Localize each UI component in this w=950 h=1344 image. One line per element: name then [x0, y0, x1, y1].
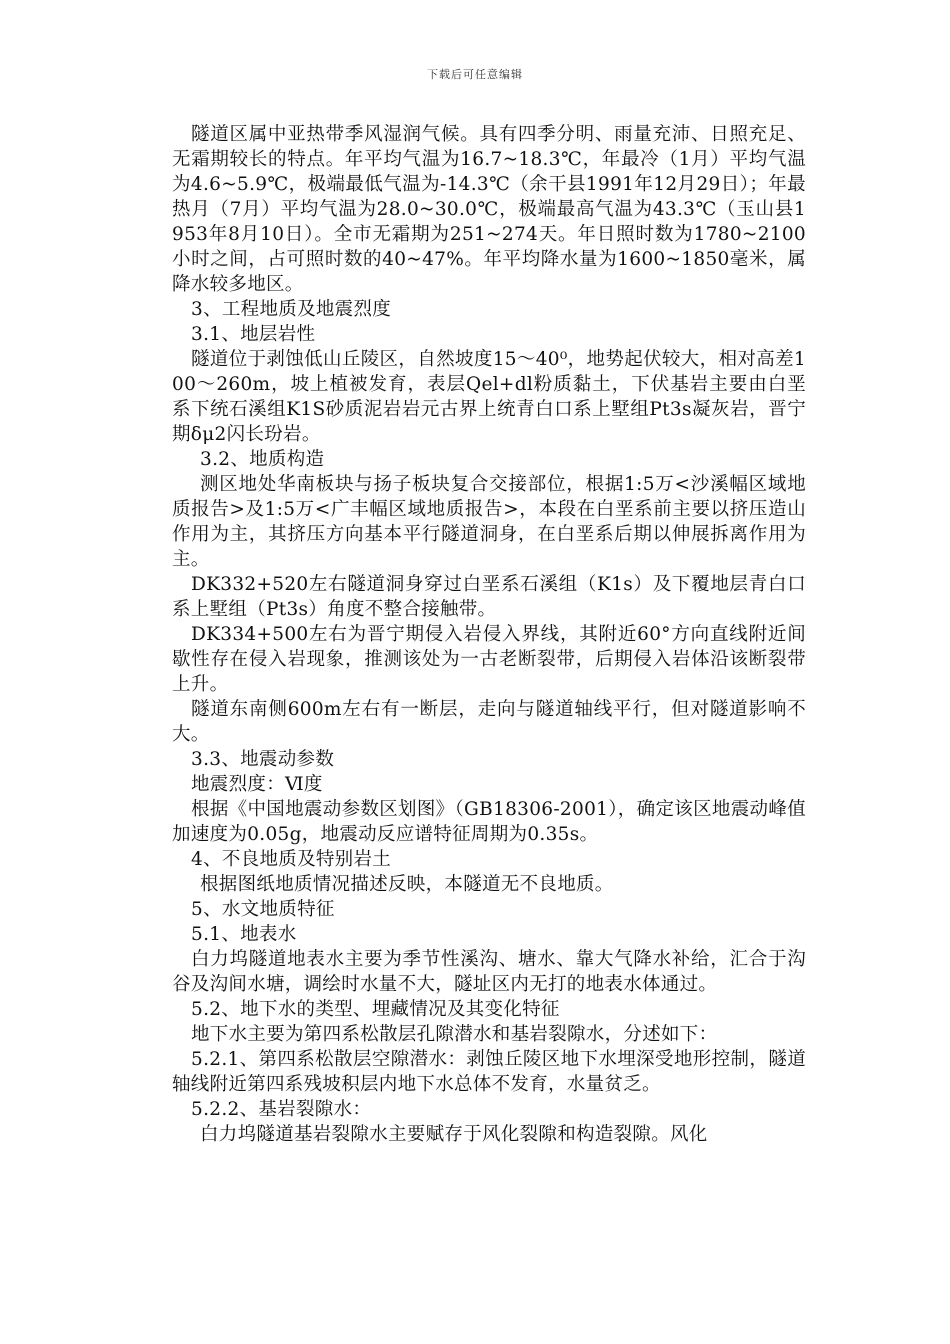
- document-body: [172, 122, 806, 1147]
- heading-section-5-1: 5.1、地表水: [191, 924, 297, 945]
- paragraph-stratum: 隧道位于剥蚀低山丘陵区，自然坡度15～40⁰，地势起伏较大，相对高差100～260m，坡上植被发育，表层Qel+dl粉质黏土，下伏基岩主要由白垩系下统石溪组K1S砂质泥岩岩元古界上统青白口系上墅组Pt3s凝灰岩，晋宁期δμ2闪长玢岩。: [172, 349, 806, 445]
- paragraph-fissure-water: 白力坞隧道基岩裂隙水主要赋存于风化裂隙和构造裂隙。风化: [200, 1124, 708, 1145]
- heading-section-5: 5、水文地质特征: [191, 899, 335, 920]
- paragraph-dk332: DK332+520左右隧道洞身穿过白垩系石溪组（K1s）及下覆地层青白口系上墅组（Pt3s）角度不整合接触带。: [172, 574, 806, 620]
- paragraph-seismic-params: 根据《中国地震动参数区划图》（GB18306-2001），确定该区地震动峰值加速度为0.05g，地震动反应谱特征周期为0.35s。: [172, 799, 806, 845]
- heading-section-3: 3、工程地质及地震烈度: [191, 299, 392, 320]
- paragraph-pore-water: 5.2.1、第四系松散层空隙潜水：剥蚀丘陵区地下水埋深受地形控制，隧道轴线附近第四系残坡积层内地下水总体不发育，水量贫乏。: [172, 1049, 806, 1095]
- paragraph-adverse-geology: 根据图纸地质情况描述反映，本隧道无不良地质。: [200, 874, 614, 895]
- paragraph-dk334: DK334+500左右为晋宁期侵入岩侵入界线，其附近60°方向直线附近间歇性存在侵入岩现象，推测该处为一古老断裂带，后期侵入岩体沿该断裂带上升。: [172, 624, 806, 695]
- page-header: 下载后可任意编辑: [427, 68, 523, 81]
- heading-section-3-1: 3.1、地层岩性: [191, 324, 316, 345]
- heading-section-3-3: 3.3、地震动参数: [191, 749, 335, 770]
- paragraph-structure: 测区地处华南板块与扬子板块复合交接部位，根据1:5万<沙溪幅区域地质报告>及1:5万<广丰幅区域地质报告>，本段在白垩系前主要以挤压造山作用为主，其挤压方向基本平行隧道洞身，在白垩系后期以伸展拆离作用为主。: [172, 474, 806, 570]
- heading-section-4: 4、不良地质及特别岩土: [191, 849, 392, 870]
- paragraph-surface-water: 白力坞隧道地表水主要为季节性溪沟、塘水、靠大气降水补给，汇合于沟谷及沟间水塘，调绘时水量不大，隧址区内无打的地表水体通过。: [172, 949, 806, 995]
- paragraph-fault: 隧道东南侧600m左右有一断层，走向与隧道轴线平行，但对隧道影响不大。: [172, 699, 806, 745]
- paragraph-climate: 隧道区属中亚热带季风湿润气候。具有四季分明、雨量充沛、日照充足、无霜期较长的特点。年平均气温为16.7~18.3℃，年最冷（1月）平均气温为4.6~5.9℃，极端最低气温为-14.3℃（余干县1991年12月29日）；年最热月（7月）平均气温为28.0~30.0℃，极端最高气温为43.3℃（玉山县1953年8月10日）。全市无霜期为251~274天。年日照时数为1780~2100小时之间，占可照时数的40~47%。年平均降水量为1600~1850毫米，属降水较多地区。: [172, 124, 806, 295]
- paragraph-groundwater: 地下水主要为第四系松散层孔隙潜水和基岩裂隙水，分述如下：: [191, 1024, 718, 1045]
- heading-section-5-2-2: 5.2.2、基岩裂隙水：: [191, 1099, 372, 1120]
- paragraph-intensity: 地震烈度：Ⅵ度: [191, 774, 323, 795]
- heading-section-5-2: 5.2、地下水的类型、埋藏情况及其变化特征: [191, 999, 560, 1020]
- heading-section-3-2: 3.2、地质构造: [200, 449, 325, 470]
